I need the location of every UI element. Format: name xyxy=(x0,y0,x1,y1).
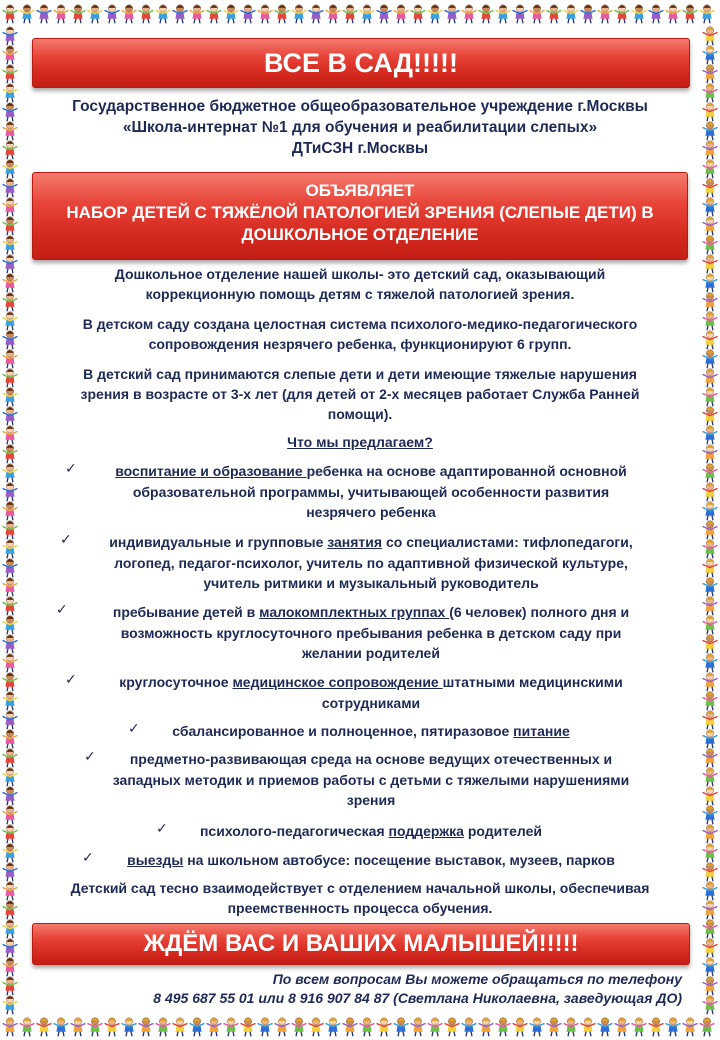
child-figure xyxy=(513,5,527,23)
child-figure xyxy=(3,635,17,653)
child-figure xyxy=(3,920,17,938)
child-figure xyxy=(462,1018,476,1036)
offer-item-line: западных методик и приемов работы с детьми с тяжелыми нарушениями xyxy=(112,771,630,788)
child-figure xyxy=(703,787,717,805)
offer-item-environment xyxy=(32,749,688,811)
child-figure xyxy=(703,635,717,653)
child-figure xyxy=(683,5,697,23)
child-figure xyxy=(3,502,17,520)
child-figure xyxy=(20,5,34,23)
child-figure xyxy=(3,939,17,957)
child-figure xyxy=(241,5,255,23)
child-figure xyxy=(275,1018,289,1036)
child-figure xyxy=(3,806,17,824)
child-figure xyxy=(156,5,170,23)
child-figure xyxy=(564,5,578,23)
child-figure xyxy=(703,977,717,995)
child-figure xyxy=(703,692,717,710)
child-figure xyxy=(3,331,17,349)
child-figure xyxy=(3,217,17,235)
announcement-line-2: НАБОР ДЕТЕЙ С ТЯЖЁЛОЙ ПАТОЛОГИЕЙ ЗРЕНИЯ (СЛЕПЫЕ ДЕТИ) В xyxy=(66,203,654,222)
child-figure xyxy=(703,407,717,425)
offer-item-medical xyxy=(32,672,688,713)
child-figure xyxy=(703,768,717,786)
org-line-1: Государственное бюджетное общеобразовательное учреждение г.Москвы xyxy=(72,98,648,115)
intro-paragraph-2 xyxy=(42,314,678,354)
offer-item-line: желании родителей xyxy=(302,645,440,661)
offer-item-line: учитель ритмики и музыкальный руководитель xyxy=(203,575,539,591)
child-figure xyxy=(326,5,340,23)
child-figure xyxy=(703,122,717,140)
offer-item-text: на школьном автобусе: посещение выставок, музеев, парков xyxy=(183,852,615,868)
child-figure xyxy=(496,5,510,23)
offer-item-small-groups xyxy=(32,602,688,664)
child-figure xyxy=(3,27,17,45)
child-figure xyxy=(3,122,17,140)
child-figure xyxy=(703,996,717,1014)
closing-line-1: Детский сад тесно взаимодействует с отделением начальной школы, обеспечивая xyxy=(70,880,650,896)
child-figure xyxy=(37,5,51,23)
check-icon: ✓ xyxy=(60,531,72,547)
child-figure xyxy=(428,5,442,23)
child-figure xyxy=(547,1018,561,1036)
intro-paragraph-3 xyxy=(42,364,678,424)
offer-item-line: возможность круглосуточного пребывания ребенка в детском саду при xyxy=(120,624,622,641)
closing-paragraph xyxy=(32,878,688,918)
offer-item-line: образовательной программы, учитывающей особенности развития xyxy=(132,483,610,500)
announcement-banner xyxy=(32,172,688,260)
child-figure xyxy=(292,1018,306,1036)
offer-item-text: психолого-педагогическая xyxy=(199,823,389,839)
intro-p3-line-3: помощи). xyxy=(327,406,393,422)
child-figure xyxy=(479,5,493,23)
child-figure xyxy=(3,84,17,102)
child-figure xyxy=(3,730,17,748)
child-figure xyxy=(3,958,17,976)
child-figure xyxy=(360,5,374,23)
child-figure xyxy=(615,1018,629,1036)
contact-info xyxy=(153,970,682,1008)
child-figure xyxy=(649,1018,663,1036)
child-figure xyxy=(703,84,717,102)
child-figure xyxy=(700,1018,714,1036)
child-figure xyxy=(703,901,717,919)
child-figure xyxy=(703,711,717,729)
child-figure xyxy=(394,1018,408,1036)
child-figure xyxy=(3,407,17,425)
org-line-2: «Школа-интернат №1 для обучения и реабилитации слепых» xyxy=(122,119,598,136)
child-figure xyxy=(3,673,17,691)
child-figure xyxy=(547,5,561,23)
offer-item-label: малокомплектных группах xyxy=(259,604,450,620)
child-figure xyxy=(3,5,17,23)
offer-item-line: предметно-развивающая среда на основе ведущих отечественных и xyxy=(129,751,613,767)
child-figure xyxy=(3,65,17,83)
child-figure xyxy=(3,445,17,463)
offer-item-text: пребывание детей в xyxy=(112,604,260,620)
child-figure xyxy=(3,578,17,596)
child-figure xyxy=(598,5,612,23)
child-figure xyxy=(703,863,717,881)
child-figure xyxy=(156,1018,170,1036)
child-figure xyxy=(703,749,717,767)
child-figure xyxy=(703,521,717,539)
child-figure xyxy=(666,1018,680,1036)
child-figure xyxy=(598,1018,612,1036)
child-figure xyxy=(3,293,17,311)
child-figure xyxy=(3,977,17,995)
child-figure xyxy=(3,198,17,216)
child-figure xyxy=(224,1018,238,1036)
child-figure xyxy=(173,5,187,23)
organization-block xyxy=(32,96,688,159)
child-figure xyxy=(122,5,136,23)
child-figure xyxy=(207,5,221,23)
child-figure xyxy=(649,5,663,23)
child-figure xyxy=(581,5,595,23)
offer-item-label: воспитание и образование xyxy=(115,463,307,479)
bottom-banner xyxy=(32,923,690,965)
child-figure xyxy=(3,236,17,254)
child-figure xyxy=(3,103,17,121)
child-figure xyxy=(394,5,408,23)
offer-item-text: со специалистами: тифлопедагоги, xyxy=(382,534,633,550)
org-line-3: ДТиСЗН г.Москвы xyxy=(291,140,429,157)
closing-line-2: преемственность процесса обучения. xyxy=(227,900,493,916)
child-figure xyxy=(703,350,717,368)
child-figure xyxy=(3,882,17,900)
announcement-line-3: ДОШКОЛЬНОЕ ОТДЕЛЕНИЕ xyxy=(241,225,479,244)
contact-line-1: По всем вопросам Вы можете обращаться по телефону xyxy=(272,971,682,987)
child-figure xyxy=(54,1018,68,1036)
child-figure xyxy=(3,540,17,558)
intro-p2-line-2: сопровождения незрячего ребенка, функционируют 6 групп. xyxy=(148,336,572,352)
offer-item-text: сбалансированное и полноценное, пятиразовое xyxy=(172,723,514,739)
offer-item-label: поддержка xyxy=(388,823,464,839)
intro-p1-line-1: Дошкольное отделение нашей школы- это детский сад, оказывающий xyxy=(114,266,606,282)
bottom-banner-text: ЖДЁМ ВАС И ВАШИХ МАЛЫШЕЙ!!!!! xyxy=(143,930,579,957)
child-figure xyxy=(703,160,717,178)
child-figure xyxy=(703,312,717,330)
check-icon: ✓ xyxy=(56,601,68,617)
offer-item-text: круглосуточное xyxy=(119,674,233,690)
child-figure xyxy=(3,692,17,710)
child-figure xyxy=(3,160,17,178)
child-figure xyxy=(3,787,17,805)
child-figure xyxy=(3,863,17,881)
child-figure xyxy=(258,1018,272,1036)
offer-item-label: медицинское сопровождение xyxy=(232,674,443,690)
child-figure xyxy=(703,502,717,520)
child-figure xyxy=(703,958,717,976)
child-figure xyxy=(309,5,323,23)
child-figure xyxy=(207,1018,221,1036)
child-figure xyxy=(703,597,717,615)
child-figure xyxy=(3,46,17,64)
offer-item-text: штатными медицинскими xyxy=(442,674,623,690)
check-icon: ✓ xyxy=(128,720,140,736)
child-figure xyxy=(703,825,717,843)
child-figure xyxy=(3,768,17,786)
child-figure xyxy=(445,1018,459,1036)
offer-item-label: выезды xyxy=(127,852,184,868)
child-figure xyxy=(3,597,17,615)
offer-item-education xyxy=(32,461,688,523)
child-figure xyxy=(20,1018,34,1036)
child-figure xyxy=(703,540,717,558)
child-figure xyxy=(703,445,717,463)
child-figure xyxy=(3,350,17,368)
child-figure xyxy=(530,1018,544,1036)
child-figure xyxy=(411,5,425,23)
child-figure xyxy=(703,920,717,938)
child-figure xyxy=(703,578,717,596)
check-icon: ✓ xyxy=(65,460,77,476)
child-figure xyxy=(615,5,629,23)
child-figure xyxy=(703,255,717,273)
child-figure xyxy=(703,483,717,501)
offer-item-line: логопед, педагог-психолог, учитель по адаптивной физической культуре, xyxy=(114,554,628,571)
child-figure xyxy=(326,1018,340,1036)
child-figure xyxy=(3,654,17,672)
child-figure xyxy=(3,844,17,862)
child-figure xyxy=(632,5,646,23)
child-figure xyxy=(343,1018,357,1036)
offer-heading: Что мы предлагаем? xyxy=(287,434,433,450)
child-figure xyxy=(3,749,17,767)
child-figure xyxy=(3,996,17,1014)
child-figure xyxy=(703,236,717,254)
child-figure xyxy=(3,559,17,577)
title-banner xyxy=(32,38,690,88)
child-figure xyxy=(3,711,17,729)
child-figure xyxy=(513,1018,527,1036)
child-figure xyxy=(173,1018,187,1036)
child-figure xyxy=(88,1018,102,1036)
flyer-content xyxy=(32,30,688,1015)
child-figure xyxy=(3,521,17,539)
child-figure xyxy=(3,274,17,292)
child-figure xyxy=(122,1018,136,1036)
child-figure xyxy=(190,5,204,23)
child-figure xyxy=(224,5,238,23)
child-figure xyxy=(241,1018,255,1036)
title-text: ВСЕ В САД!!!!! xyxy=(264,48,458,78)
child-figure xyxy=(703,388,717,406)
child-figure xyxy=(703,844,717,862)
child-figure xyxy=(292,5,306,23)
child-figure xyxy=(479,1018,493,1036)
offer-item-line: зрения xyxy=(346,792,396,808)
offer-item-support xyxy=(32,821,688,842)
child-figure xyxy=(54,5,68,23)
child-figure xyxy=(703,369,717,387)
offer-item-text: ребенка на основе адаптированной основной xyxy=(306,463,627,479)
check-icon: ✓ xyxy=(82,849,94,865)
child-figure xyxy=(703,46,717,64)
child-figure xyxy=(411,1018,425,1036)
child-figure xyxy=(3,255,17,273)
intro-p3-line-2: зрения в возрасте от 3-х лет (для детей от 2-х месяцев работает Служба Ранней xyxy=(80,386,640,402)
child-figure xyxy=(703,179,717,197)
offer-item-trips xyxy=(32,850,688,871)
child-figure xyxy=(703,103,717,121)
offer-item-label: питание xyxy=(513,723,570,739)
child-figure xyxy=(343,5,357,23)
child-figure xyxy=(105,1018,119,1036)
child-figure xyxy=(462,5,476,23)
child-figure xyxy=(3,825,17,843)
check-icon: ✓ xyxy=(84,748,96,764)
child-figure xyxy=(703,27,717,45)
child-figure xyxy=(71,5,85,23)
intro-p2-line-1: В детском саду создана целостная система психолого-медико-педагогического xyxy=(82,316,638,332)
child-figure xyxy=(703,65,717,83)
offer-item-text: индивидуальные и групповые xyxy=(109,534,328,550)
offer-item-nutrition xyxy=(32,721,688,742)
contact-line-2: 8 495 687 55 01 или 8 916 907 84 87 (Светлана Николаевна, заведующая ДО) xyxy=(153,990,682,1006)
child-figure xyxy=(139,5,153,23)
child-figure xyxy=(190,1018,204,1036)
child-figure xyxy=(703,426,717,444)
child-figure xyxy=(632,1018,646,1036)
child-figure xyxy=(703,730,717,748)
child-figure xyxy=(703,293,717,311)
child-figure xyxy=(683,1018,697,1036)
child-figure xyxy=(700,5,714,23)
child-figure xyxy=(377,1018,391,1036)
child-figure xyxy=(3,179,17,197)
child-figure xyxy=(37,1018,51,1036)
child-figure xyxy=(3,312,17,330)
child-figure xyxy=(3,369,17,387)
child-figure xyxy=(703,274,717,292)
child-figure xyxy=(703,331,717,349)
child-figure xyxy=(703,882,717,900)
child-figure xyxy=(3,464,17,482)
child-figure xyxy=(581,1018,595,1036)
offer-item-text: (6 человек) полного дня и xyxy=(449,604,630,620)
child-figure xyxy=(3,901,17,919)
child-figure xyxy=(428,1018,442,1036)
child-figure xyxy=(309,1018,323,1036)
child-figure xyxy=(275,5,289,23)
child-figure xyxy=(703,141,717,159)
child-figure xyxy=(105,5,119,23)
child-figure xyxy=(564,1018,578,1036)
check-icon: ✓ xyxy=(156,820,168,836)
child-figure xyxy=(258,5,272,23)
child-figure xyxy=(3,426,17,444)
child-figure xyxy=(703,217,717,235)
child-figure xyxy=(3,483,17,501)
child-figure xyxy=(496,1018,510,1036)
child-figure xyxy=(3,1018,17,1036)
child-figure xyxy=(445,5,459,23)
child-figure xyxy=(530,5,544,23)
child-figure xyxy=(3,388,17,406)
child-figure xyxy=(71,1018,85,1036)
child-figure xyxy=(360,1018,374,1036)
intro-paragraph-1 xyxy=(42,264,678,304)
intro-p3-line-1: В детский сад принимаются слепые дети и дети имеющие тяжелые нарушения xyxy=(83,366,637,382)
offer-item-line: незрячего ребенка xyxy=(306,504,436,520)
offer-item-text: родителей xyxy=(463,823,543,839)
offer-item-line: сотрудниками xyxy=(321,694,421,711)
offer-item-label: занятия xyxy=(327,534,383,550)
child-figure xyxy=(139,1018,153,1036)
child-figure xyxy=(703,654,717,672)
child-figure xyxy=(703,673,717,691)
child-figure xyxy=(703,806,717,824)
intro-p1-line-2: коррекционную помощь детям с тяжелой патологией зрения. xyxy=(145,286,575,302)
announcement-line-1: ОБЪЯВЛЯЕТ xyxy=(305,181,415,200)
child-figure xyxy=(703,616,717,634)
child-figure xyxy=(703,464,717,482)
child-figure xyxy=(3,141,17,159)
check-icon: ✓ xyxy=(65,671,77,687)
child-figure xyxy=(703,559,717,577)
child-figure xyxy=(3,616,17,634)
child-figure xyxy=(703,198,717,216)
offer-item-classes xyxy=(32,532,688,594)
child-figure xyxy=(666,5,680,23)
child-figure xyxy=(88,5,102,23)
child-figure xyxy=(703,939,717,957)
child-figure xyxy=(377,5,391,23)
